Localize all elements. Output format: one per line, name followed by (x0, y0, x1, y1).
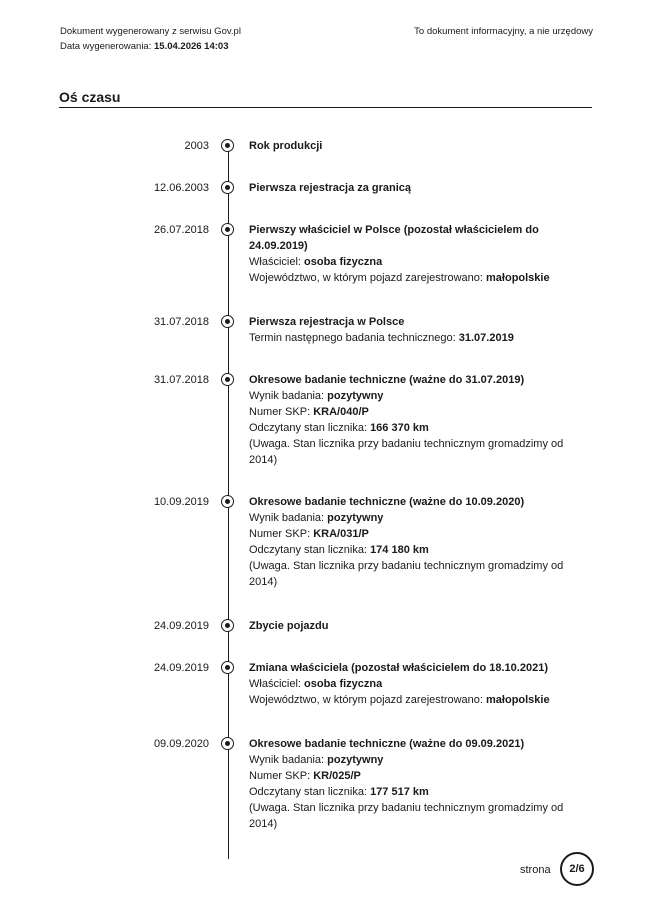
detail-label: Numer SKP: (249, 770, 311, 782)
detail-label: (Uwaga. Stan licznika przy badaniu technicznym gromadzimy od 2014) (249, 560, 564, 588)
timeline-marker-icon (221, 315, 234, 328)
entry-title: Okresowe badanie techniczne (ważne do 31.07.2019) (249, 374, 525, 386)
entry-content (249, 660, 579, 708)
entry-content (249, 618, 579, 634)
entry-date: 26.07.2018 (153, 224, 209, 236)
detail-value: 31.07.2019 (458, 332, 514, 344)
detail-label: Odczytany stan licznika: (249, 544, 367, 556)
detail-value: KR/025/P (313, 770, 361, 782)
page-label: strona (520, 864, 551, 876)
entry-content (249, 222, 579, 286)
detail-label: Właściciel: (249, 678, 301, 690)
detail-value: 174 180 km (370, 544, 429, 556)
detail-value: pozytywny (327, 754, 384, 766)
entry-content (249, 180, 579, 196)
entry-title: Pierwsza rejestracja w Polsce (249, 316, 405, 328)
entry-content (249, 372, 579, 468)
entry-detail-line (249, 436, 579, 468)
timeline-marker-icon (221, 495, 234, 508)
timeline-marker-icon (221, 223, 234, 236)
entry-date: 2003 (184, 140, 209, 152)
entry-date: 24.09.2019 (153, 620, 209, 632)
generation-date-label: Data wygenerowania: (60, 41, 152, 52)
detail-value: osoba fizyczna (304, 256, 383, 268)
detail-label: Wynik badania: (249, 390, 325, 402)
detail-label: Województwo, w którym pojazd zarejestrowano: (249, 694, 483, 706)
page-number-badge: 2/6 (560, 852, 594, 886)
detail-label: Województwo, w którym pojazd zarejestrowano: (249, 272, 483, 284)
detail-label: Odczytany stan licznika: (249, 786, 367, 798)
detail-label: Numer SKP: (249, 528, 311, 540)
detail-value: osoba fizyczna (304, 678, 383, 690)
entry-detail-line (249, 542, 579, 558)
detail-label: Odczytany stan licznika: (249, 422, 367, 434)
timeline-marker-icon (221, 737, 234, 750)
entry-content (249, 494, 579, 590)
entry-title: Okresowe badanie techniczne (ważne do 10.09.2020) (249, 496, 525, 508)
timeline-marker-icon (221, 181, 234, 194)
entry-detail-line (249, 692, 579, 708)
generation-date-value: 15.04.2026 14:03 (154, 41, 229, 52)
entry-title: Zbycie pojazdu (249, 620, 329, 632)
detail-value: małopolskie (486, 272, 550, 284)
timeline-marker-icon (221, 661, 234, 674)
section-divider (59, 107, 592, 108)
entry-detail-line (249, 526, 579, 542)
generated-from-text: Dokument wygenerowany z serwisu Gov.pl (60, 26, 241, 37)
disclaimer-text: To dokument informacyjny, a nie urzędowy (414, 26, 593, 37)
entry-title: Pierwsza rejestracja za granicą (249, 182, 412, 194)
entry-detail-line (249, 676, 579, 692)
entry-date: 31.07.2018 (153, 374, 209, 386)
entry-content (249, 736, 579, 832)
entry-detail-line (249, 330, 579, 346)
entry-detail-line (249, 510, 579, 526)
entry-date: 31.07.2018 (153, 316, 209, 328)
entry-detail-line (249, 254, 579, 270)
detail-value: pozytywny (327, 512, 384, 524)
detail-label: Wynik badania: (249, 512, 325, 524)
detail-value: małopolskie (486, 694, 550, 706)
detail-value: 166 370 km (370, 422, 429, 434)
timeline-marker-icon (221, 373, 234, 386)
entry-title: Pierwszy właściciel w Polsce (pozostał właścicielem do 24.09.2019) (249, 224, 539, 252)
entry-date: 10.09.2019 (153, 496, 209, 508)
timeline-marker-icon (221, 139, 234, 152)
detail-label: (Uwaga. Stan licznika przy badaniu technicznym gromadzimy od 2014) (249, 438, 564, 466)
entry-title: Zmiana właściciela (pozostał właścicielem do 18.10.2021) (249, 662, 548, 674)
detail-label: (Uwaga. Stan licznika przy badaniu technicznym gromadzimy od 2014) (249, 802, 564, 830)
detail-value: KRA/031/P (313, 528, 369, 540)
entry-detail-line (249, 800, 579, 832)
entry-detail-line (249, 270, 579, 286)
document-header-left (60, 24, 241, 54)
detail-value: 177 517 km (370, 786, 429, 798)
entry-date: 09.09.2020 (153, 738, 209, 750)
detail-label: Właściciel: (249, 256, 301, 268)
entry-content (249, 314, 579, 346)
entry-detail-line (249, 404, 579, 420)
entry-title: Okresowe badanie techniczne (ważne do 09.09.2021) (249, 738, 525, 750)
detail-label: Wynik badania: (249, 754, 325, 766)
entry-detail-line (249, 768, 579, 784)
detail-label: Termin następnego badania technicznego: (249, 332, 456, 344)
entry-content (249, 138, 579, 154)
entry-detail-line (249, 388, 579, 404)
entry-detail-line (249, 784, 579, 800)
entry-date: 24.09.2019 (153, 662, 209, 674)
detail-value: pozytywny (327, 390, 384, 402)
detail-label: Numer SKP: (249, 406, 311, 418)
entry-title: Rok produkcji (249, 140, 323, 152)
entry-detail-line (249, 558, 579, 590)
entry-detail-line (249, 420, 579, 436)
detail-value: KRA/040/P (313, 406, 369, 418)
generation-date (60, 39, 241, 54)
entry-detail-line (249, 752, 579, 768)
entry-date: 12.06.2003 (153, 182, 209, 194)
timeline-marker-icon (221, 619, 234, 632)
section-title: Oś czasu (59, 89, 121, 105)
